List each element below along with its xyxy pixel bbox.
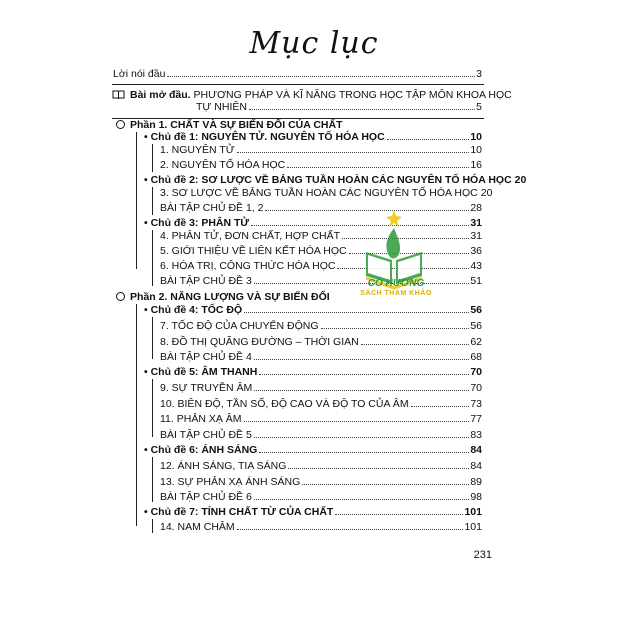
divider xyxy=(152,317,153,359)
page-number: 231 xyxy=(473,549,492,561)
watermark-tagline: SÁCH THAM KHẢO xyxy=(360,290,432,297)
toc-lesson-4[interactable]: 4. PHÂN TỬ, ĐƠN CHẤT, HỢP CHẤT 31 xyxy=(160,230,482,242)
divider xyxy=(112,84,484,85)
toc-lesson-1[interactable]: 1. NGUYÊN TỬ 10 xyxy=(160,144,482,156)
toc-lesson-9[interactable]: 9. SỰ TRUYỀN ÂM 70 xyxy=(160,382,482,394)
toc-topic-2[interactable]: • Chủ đề 2: SƠ LƯỢC VỀ BẢNG TUẦN HOÀN CÁC NGUYÊN TỐ HÓA HỌC 20 xyxy=(144,174,527,186)
toc-exercise-4[interactable]: BÀI TẬP CHỦ ĐỀ 4 68 xyxy=(160,351,482,363)
toc-entry-intro-cont: TỰ NHIÊN 5 xyxy=(196,101,482,113)
toc-exercise-6[interactable]: BÀI TẬP CHỦ ĐỀ 6 98 xyxy=(160,491,482,503)
divider xyxy=(152,230,153,286)
toc-lesson-3[interactable]: 3. SƠ LƯỢC VỀ BẢNG TUẦN HOÀN CÁC NGUYÊN TỐ HÓA HỌC 20 xyxy=(160,187,493,199)
book-icon xyxy=(112,90,125,100)
toc-lesson-11[interactable]: 11. PHẢN XẠ ÂM 77 xyxy=(160,413,482,425)
watermark-name: CÔ HƯƠNG xyxy=(367,278,425,289)
divider xyxy=(136,132,137,269)
toc-lesson-10[interactable]: 10. BIÊN ĐỘ, TẦN SỐ, ĐỘ CAO VÀ ĐỘ TO CỦA ÂM 73 xyxy=(160,398,482,410)
divider xyxy=(136,304,137,526)
toc-entry-preface[interactable]: Lời nói đầu 3 xyxy=(113,68,482,80)
toc-lesson-5[interactable]: 5. GIỚI THIỆU VỀ LIÊN KẾT HÓA HỌC 36 xyxy=(160,245,482,257)
toc-lesson-6[interactable]: 6. HÓA TRỊ, CÔNG THỨC HÓA HỌC 43 xyxy=(160,260,482,272)
toc-topic-6[interactable]: • Chủ đề 6: ÁNH SÁNG 84 xyxy=(144,444,482,456)
toc-exercise-3[interactable]: BÀI TẬP CHỦ ĐỀ 3 51 xyxy=(160,275,482,287)
toc-lesson-12[interactable]: 12. ÁNH SÁNG, TIA SÁNG 84 xyxy=(160,460,482,472)
toc-topic-1[interactable]: • Chủ đề 1: NGUYÊN TỬ. NGUYÊN TỐ HÓA HỌC 10 xyxy=(144,131,482,143)
circle-bullet-icon xyxy=(116,120,125,129)
toc-lesson-14[interactable]: 14. NAM CHÂM 101 xyxy=(160,521,482,533)
toc-topic-7[interactable]: • Chủ đề 7: TÍNH CHẤT TỪ CỦA CHẤT 101 xyxy=(144,506,482,518)
toc-lesson-2[interactable]: 2. NGUYÊN TỐ HÓA HỌC 16 xyxy=(160,159,482,171)
divider xyxy=(152,144,153,172)
toc-lesson-7[interactable]: 7. TỐC ĐỘ CỦA CHUYỂN ĐỘNG 56 xyxy=(160,320,482,332)
page-title: Mục lục xyxy=(249,26,379,61)
toc-topic-3[interactable]: • Chủ đề 3: PHÂN TỬ 31 xyxy=(144,217,482,229)
toc-part-2[interactable]: Phần 2. NĂNG LƯỢNG VÀ SỰ BIẾN ĐỔI xyxy=(116,291,476,303)
toc-part-1[interactable]: Phần 1. CHẤT VÀ SỰ BIẾN ĐỔI CỦA CHẤT xyxy=(116,119,476,131)
divider xyxy=(152,379,153,437)
divider xyxy=(152,187,153,215)
divider xyxy=(152,519,153,533)
toc-exercise-5[interactable]: BÀI TẬP CHỦ ĐỀ 5 83 xyxy=(160,429,482,441)
toc-topic-5[interactable]: • Chủ đề 5: ÂM THANH 70 xyxy=(144,366,482,378)
toc-exercise-1-2[interactable]: BÀI TẬP CHỦ ĐỀ 1, 2 28 xyxy=(160,202,482,214)
divider xyxy=(152,457,153,502)
circle-bullet-icon xyxy=(116,292,125,301)
toc-lesson-8[interactable]: 8. ĐỒ THỊ QUÃNG ĐƯỜNG – THỜI GIAN 62 xyxy=(160,336,482,348)
toc-entry-intro[interactable]: Bài mở đầu. PHƯƠNG PHÁP VÀ KĨ NĂNG TRONG HỌC TẬP MÔN KHOA HỌC xyxy=(130,89,512,101)
toc-lesson-13[interactable]: 13. SỰ PHẢN XẠ ÁNH SÁNG 89 xyxy=(160,476,482,488)
toc-topic-4[interactable]: • Chủ đề 4: TỐC ĐỘ 56 xyxy=(144,304,482,316)
